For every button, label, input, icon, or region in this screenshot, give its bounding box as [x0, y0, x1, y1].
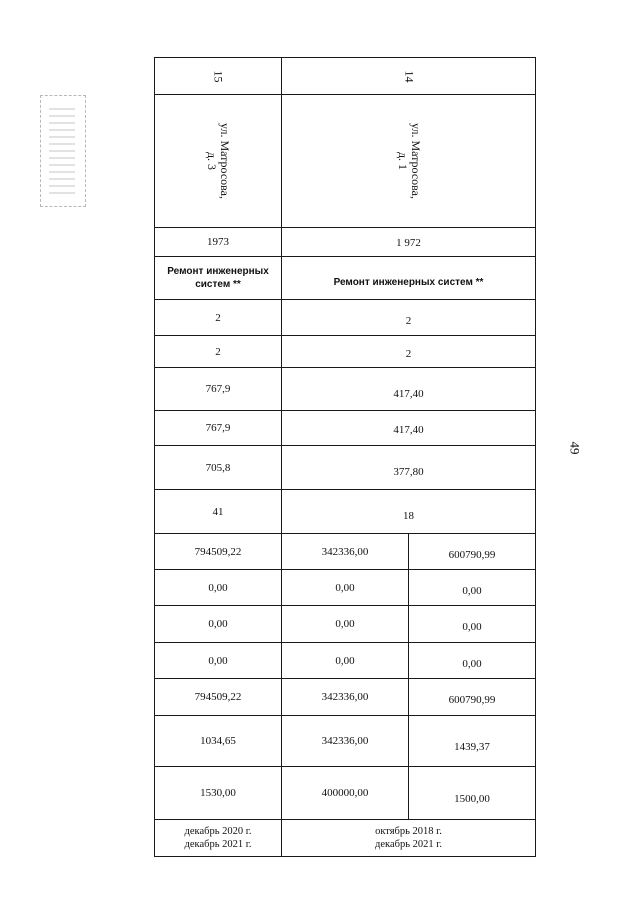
right-value: 2 — [282, 300, 536, 336]
table-row — [155, 336, 536, 368]
cost-cell: 400000,00 — [282, 767, 409, 820]
right-address-cell — [282, 95, 536, 228]
right-value: 18 — [282, 490, 536, 534]
cost-cell: 794509,22 — [155, 679, 282, 716]
left-column-number-cell — [155, 58, 282, 95]
right-date-end: декабрь 2021 г. — [375, 839, 442, 850]
left-address-line1: ул. Матросова, — [218, 123, 232, 199]
table-row — [155, 716, 536, 767]
right-year: 1 972 — [282, 228, 536, 257]
table-row — [155, 411, 536, 446]
cost-cell: 0,00 — [282, 570, 409, 606]
table-row — [155, 368, 536, 411]
cost-cell: 1530,00 — [155, 767, 282, 820]
left-column-number: 15 — [211, 70, 226, 82]
left-dates — [155, 820, 282, 857]
left-year: 1973 — [155, 228, 282, 257]
table-row — [155, 643, 536, 679]
right-work-type: Ремонт инженерных систем ** — [282, 257, 536, 300]
table-row — [155, 58, 536, 95]
right-value: 377,80 — [282, 446, 536, 490]
table-row — [155, 228, 536, 257]
left-value: 767,9 — [155, 368, 282, 411]
left-address-line2: д. 3 — [205, 151, 219, 171]
left-date-end: декабрь 2021 г. — [184, 839, 252, 850]
cost-cell: 0,00 — [282, 643, 409, 679]
table-row — [155, 570, 536, 606]
right-date-start: октябрь 2018 г. — [375, 826, 442, 837]
table-row — [155, 300, 536, 336]
cost-cell: 1034,65 — [155, 716, 282, 767]
cost-cell: 0,00 — [409, 643, 536, 679]
cost-cell: 0,00 — [282, 606, 409, 643]
housing-repair-table — [154, 57, 536, 857]
table-row — [155, 820, 536, 857]
table-row — [155, 606, 536, 643]
right-address-line1: ул. Матросова, — [408, 123, 423, 199]
left-address-cell — [155, 95, 282, 228]
left-value: 767,9 — [155, 411, 282, 446]
table-row — [155, 490, 536, 534]
table-row — [155, 534, 536, 570]
cost-cell: 0,00 — [155, 570, 282, 606]
right-column-number-cell — [282, 58, 536, 95]
cost-cell: 342336,00 — [282, 534, 409, 570]
cost-cell: 0,00 — [409, 570, 536, 606]
right-address — [396, 123, 422, 199]
cost-cell: 1500,00 — [409, 767, 536, 820]
table-row — [155, 446, 536, 490]
right-value: 417,40 — [282, 411, 536, 446]
cost-cell: 342336,00 — [282, 679, 409, 716]
right-value: 2 — [282, 336, 536, 368]
left-address — [205, 123, 231, 199]
cost-cell: 794509,22 — [155, 534, 282, 570]
left-value: 705,8 — [155, 446, 282, 490]
left-value: 2 — [155, 300, 282, 336]
cost-cell: 600790,99 — [409, 534, 536, 570]
page-number: 49 — [567, 441, 583, 455]
cost-cell: 0,00 — [409, 606, 536, 643]
cost-cell: 0,00 — [155, 606, 282, 643]
cost-cell: 342336,00 — [282, 716, 409, 767]
left-value: 41 — [155, 490, 282, 534]
cost-cell: 600790,99 — [409, 679, 536, 716]
left-date-start: декабрь 2020 г. — [184, 826, 252, 837]
stamp-mark — [40, 95, 86, 207]
table-row — [155, 95, 536, 228]
right-address-line2: д. 1 — [395, 151, 410, 171]
cost-cell: 0,00 — [155, 643, 282, 679]
table-row — [155, 767, 536, 820]
left-value: 2 — [155, 336, 282, 368]
right-column-number: 14 — [402, 70, 416, 82]
table-row — [155, 679, 536, 716]
table-row — [155, 257, 536, 300]
right-dates — [282, 820, 536, 857]
right-value: 417,40 — [282, 368, 536, 411]
cost-cell: 1439,37 — [409, 716, 536, 767]
left-work-type: Ремонт инженерных систем ** — [155, 257, 282, 300]
